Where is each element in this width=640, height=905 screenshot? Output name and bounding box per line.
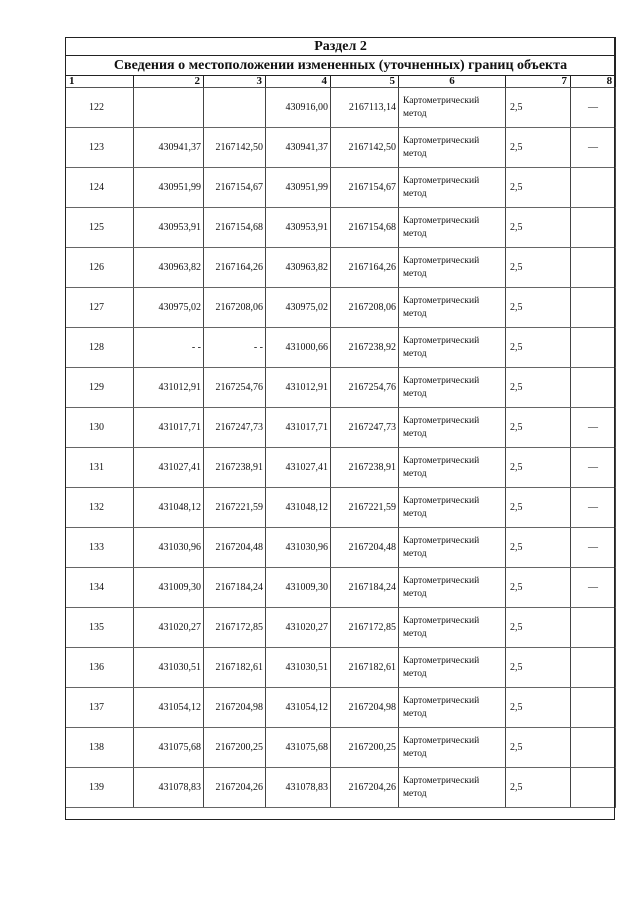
point-number-cell: 132	[66, 488, 134, 528]
old-y-cell: 2167142,50	[204, 128, 266, 168]
accuracy-cell: 2,5	[506, 248, 571, 288]
description-cell	[571, 168, 616, 208]
old-x-cell	[134, 88, 204, 128]
point-number-cell: 127	[66, 288, 134, 328]
new-y-cell: 2167184,24	[331, 568, 399, 608]
table-row	[66, 728, 616, 768]
table-row	[66, 648, 616, 688]
new-x-cell: 431020,27	[266, 608, 331, 648]
table-row	[66, 248, 616, 288]
old-x-cell: 430963,82	[134, 248, 204, 288]
new-x-cell: 431009,30	[266, 568, 331, 608]
old-y-cell: 2167208,06	[204, 288, 266, 328]
new-y-cell: 2167204,26	[331, 768, 399, 808]
table-row	[66, 768, 616, 808]
point-number-cell: 131	[66, 448, 134, 488]
old-x-cell: - -	[134, 328, 204, 368]
method-cell: Картометрический метод	[399, 128, 506, 168]
new-y-cell: 2167204,98	[331, 688, 399, 728]
old-x-cell: 431027,41	[134, 448, 204, 488]
point-number-cell: 125	[66, 208, 134, 248]
description-cell	[571, 608, 616, 648]
table-row	[66, 688, 616, 728]
old-y-cell: 2167247,73	[204, 408, 266, 448]
old-x-cell: 431075,68	[134, 728, 204, 768]
new-y-cell: 2167154,68	[331, 208, 399, 248]
table-row	[66, 288, 616, 328]
point-number-cell: 126	[66, 248, 134, 288]
column-number-row	[66, 76, 616, 88]
new-x-cell: 431030,96	[266, 528, 331, 568]
description-cell	[571, 688, 616, 728]
method-cell: Картометрический метод	[399, 368, 506, 408]
point-number-cell: 129	[66, 368, 134, 408]
new-x-cell: 431078,83	[266, 768, 331, 808]
point-number-cell: 138	[66, 728, 134, 768]
method-cell: Картометрический метод	[399, 488, 506, 528]
old-y-cell: 2167182,61	[204, 648, 266, 688]
old-y-cell: 2167204,26	[204, 768, 266, 808]
new-x-cell: 431048,12	[266, 488, 331, 528]
table-row	[66, 88, 616, 128]
table-row	[66, 528, 616, 568]
accuracy-cell: 2,5	[506, 448, 571, 488]
old-y-cell: 2167164,26	[204, 248, 266, 288]
accuracy-cell: 2,5	[506, 128, 571, 168]
description-cell	[571, 248, 616, 288]
old-x-cell: 430951,99	[134, 168, 204, 208]
new-x-cell: 430941,37	[266, 128, 331, 168]
document-sheet	[65, 37, 615, 808]
point-number-cell: 128	[66, 328, 134, 368]
new-x-cell: 431075,68	[266, 728, 331, 768]
new-y-cell: 2167172,85	[331, 608, 399, 648]
point-number-cell: 123	[66, 128, 134, 168]
table-row	[66, 408, 616, 448]
new-x-cell: 430916,00	[266, 88, 331, 128]
method-cell: Картометрический метод	[399, 328, 506, 368]
column-number: 1	[66, 76, 134, 88]
accuracy-cell: 2,5	[506, 288, 571, 328]
old-y-cell: 2167154,68	[204, 208, 266, 248]
old-x-cell: 430953,91	[134, 208, 204, 248]
accuracy-cell: 2,5	[506, 568, 571, 608]
old-y-cell: 2167154,67	[204, 168, 266, 208]
point-number-cell: 124	[66, 168, 134, 208]
point-number-cell: 136	[66, 648, 134, 688]
accuracy-cell: 2,5	[506, 408, 571, 448]
column-number: 5	[331, 76, 399, 88]
description-cell	[571, 368, 616, 408]
method-cell: Картометрический метод	[399, 248, 506, 288]
accuracy-cell: 2,5	[506, 688, 571, 728]
description-cell: —	[571, 128, 616, 168]
new-y-cell: 2167113,14	[331, 88, 399, 128]
old-y-cell: 2167200,25	[204, 728, 266, 768]
description-cell	[571, 328, 616, 368]
point-number-cell: 130	[66, 408, 134, 448]
accuracy-cell: 2,5	[506, 208, 571, 248]
new-y-cell: 2167164,26	[331, 248, 399, 288]
description-cell	[571, 648, 616, 688]
method-cell: Картометрический метод	[399, 608, 506, 648]
new-y-cell: 2167154,67	[331, 168, 399, 208]
method-cell: Картометрический метод	[399, 408, 506, 448]
new-x-cell: 431054,12	[266, 688, 331, 728]
old-x-cell: 431054,12	[134, 688, 204, 728]
new-y-cell: 2167247,73	[331, 408, 399, 448]
new-y-cell: 2167142,50	[331, 128, 399, 168]
method-cell: Картометрический метод	[399, 168, 506, 208]
old-y-cell	[204, 88, 266, 128]
point-number-cell: 135	[66, 608, 134, 648]
method-cell: Картометрический метод	[399, 568, 506, 608]
section-subtitle: Сведения о местоположении измененных (уточненных) границ объекта	[66, 56, 616, 76]
table-row	[66, 328, 616, 368]
new-y-cell: 2167238,92	[331, 328, 399, 368]
accuracy-cell: 2,5	[506, 648, 571, 688]
point-number-cell: 134	[66, 568, 134, 608]
accuracy-cell: 2,5	[506, 328, 571, 368]
table-row	[66, 208, 616, 248]
method-cell: Картометрический метод	[399, 728, 506, 768]
accuracy-cell: 2,5	[506, 88, 571, 128]
column-number: 8	[571, 76, 616, 88]
accuracy-cell: 2,5	[506, 768, 571, 808]
new-x-cell: 431030,51	[266, 648, 331, 688]
column-number: 6	[399, 76, 506, 88]
old-x-cell: 431048,12	[134, 488, 204, 528]
table-row	[66, 488, 616, 528]
column-number: 2	[134, 76, 204, 88]
old-y-cell: 2167221,59	[204, 488, 266, 528]
point-number-cell: 139	[66, 768, 134, 808]
new-y-cell: 2167182,61	[331, 648, 399, 688]
old-x-cell: 430975,02	[134, 288, 204, 328]
description-cell: —	[571, 568, 616, 608]
new-x-cell: 431027,41	[266, 448, 331, 488]
old-y-cell: - -	[204, 328, 266, 368]
method-cell: Картометрический метод	[399, 768, 506, 808]
accuracy-cell: 2,5	[506, 728, 571, 768]
method-cell: Картометрический метод	[399, 88, 506, 128]
new-x-cell: 430963,82	[266, 248, 331, 288]
point-number-cell: 122	[66, 88, 134, 128]
old-x-cell: 431030,51	[134, 648, 204, 688]
table-row	[66, 568, 616, 608]
new-y-cell: 2167254,76	[331, 368, 399, 408]
old-y-cell: 2167204,98	[204, 688, 266, 728]
new-x-cell: 430953,91	[266, 208, 331, 248]
method-cell: Картометрический метод	[399, 288, 506, 328]
description-cell: —	[571, 528, 616, 568]
table-row	[66, 368, 616, 408]
old-x-cell: 431020,27	[134, 608, 204, 648]
point-number-cell: 137	[66, 688, 134, 728]
old-x-cell: 431030,96	[134, 528, 204, 568]
method-cell: Картометрический метод	[399, 688, 506, 728]
table-row	[66, 168, 616, 208]
description-cell	[571, 208, 616, 248]
method-cell: Картометрический метод	[399, 648, 506, 688]
description-cell	[571, 768, 616, 808]
old-y-cell: 2167254,76	[204, 368, 266, 408]
description-cell: —	[571, 448, 616, 488]
description-cell: —	[571, 488, 616, 528]
new-y-cell: 2167204,48	[331, 528, 399, 568]
accuracy-cell: 2,5	[506, 528, 571, 568]
column-number: 4	[266, 76, 331, 88]
new-x-cell: 430951,99	[266, 168, 331, 208]
old-x-cell: 431078,83	[134, 768, 204, 808]
table-row	[66, 608, 616, 648]
method-cell: Картометрический метод	[399, 208, 506, 248]
table-row	[66, 448, 616, 488]
old-y-cell: 2167204,48	[204, 528, 266, 568]
old-x-cell: 431012,91	[134, 368, 204, 408]
boundary-table	[65, 37, 616, 808]
accuracy-cell: 2,5	[506, 168, 571, 208]
old-y-cell: 2167172,85	[204, 608, 266, 648]
method-cell: Картометрический метод	[399, 448, 506, 488]
table-row	[66, 128, 616, 168]
accuracy-cell: 2,5	[506, 488, 571, 528]
old-x-cell: 431017,71	[134, 408, 204, 448]
accuracy-cell: 2,5	[506, 368, 571, 408]
new-y-cell: 2167221,59	[331, 488, 399, 528]
accuracy-cell: 2,5	[506, 608, 571, 648]
description-cell: —	[571, 408, 616, 448]
section-title: Раздел 2	[66, 38, 616, 56]
description-cell	[571, 288, 616, 328]
new-y-cell: 2167208,06	[331, 288, 399, 328]
column-number: 7	[506, 76, 571, 88]
new-x-cell: 430975,02	[266, 288, 331, 328]
new-x-cell: 431017,71	[266, 408, 331, 448]
old-y-cell: 2167238,91	[204, 448, 266, 488]
new-x-cell: 431012,91	[266, 368, 331, 408]
old-x-cell: 431009,30	[134, 568, 204, 608]
column-number: 3	[204, 76, 266, 88]
point-number-cell: 133	[66, 528, 134, 568]
description-cell	[571, 728, 616, 768]
new-x-cell: 431000,66	[266, 328, 331, 368]
description-cell: —	[571, 88, 616, 128]
method-cell: Картометрический метод	[399, 528, 506, 568]
old-y-cell: 2167184,24	[204, 568, 266, 608]
new-y-cell: 2167238,91	[331, 448, 399, 488]
old-x-cell: 430941,37	[134, 128, 204, 168]
new-y-cell: 2167200,25	[331, 728, 399, 768]
